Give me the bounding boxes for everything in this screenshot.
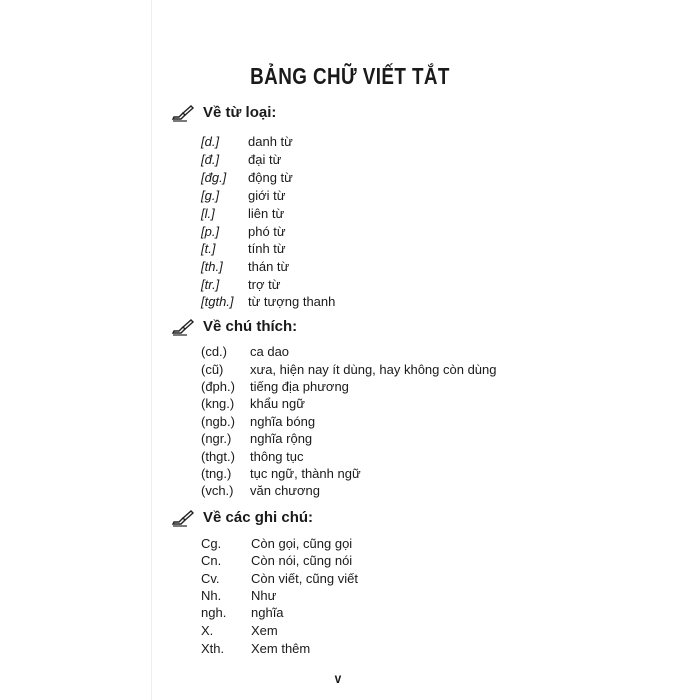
page-title: BẢNG CHỮ VIẾT TẮT (250, 63, 450, 89)
abbr: Xth. (201, 641, 225, 656)
section-heading-word-types (171, 104, 276, 122)
meaning: nghĩa bóng (250, 414, 316, 429)
meaning: nghĩa (251, 605, 284, 620)
list-item (0, 169, 700, 187)
meaning: phó từ (248, 224, 286, 239)
meaning: trợ từ (248, 277, 281, 292)
list-item (0, 604, 700, 622)
meaning: khẩu ngữ (250, 396, 305, 411)
list-item (0, 293, 700, 311)
list-item (0, 258, 700, 276)
abbr: [d.] (201, 134, 220, 149)
abbr: (kng.) (201, 396, 235, 411)
abbr: ngh. (201, 605, 227, 620)
abbr: [th.] (201, 259, 223, 274)
meaning: Xem (251, 623, 278, 638)
list-item (0, 587, 700, 605)
section-heading-label: Về các ghi chú: (203, 509, 314, 526)
list-item (0, 276, 700, 294)
abbr: [tgth.] (201, 294, 234, 309)
meaning: thông tục (250, 449, 304, 464)
meaning: liên từ (248, 206, 285, 221)
abbr: [t.] (201, 241, 216, 256)
list-item (0, 413, 700, 431)
list-item (0, 570, 700, 588)
abbr: X. (201, 623, 214, 638)
meaning: Xem thêm (251, 641, 311, 656)
meaning: đại từ (248, 152, 282, 167)
writing-hand-icon (171, 318, 195, 336)
list-item (0, 552, 700, 570)
list-item (0, 535, 700, 553)
list-item (0, 205, 700, 223)
meaning: giới từ (248, 188, 286, 203)
list-item (0, 187, 700, 205)
list-item (0, 343, 700, 361)
list-item (0, 622, 700, 640)
list-item (0, 640, 700, 658)
meaning: Còn gọi, cũng gọi (251, 536, 353, 551)
section-heading-label: Về chú thích: (203, 318, 298, 335)
abbr: (ngr.) (201, 431, 232, 446)
abbr: (ngb.) (201, 414, 235, 429)
abbr: [g.] (201, 188, 220, 203)
abbr: [đ.] (201, 152, 220, 167)
meaning: văn chương (250, 483, 320, 498)
writing-hand-icon (171, 509, 195, 527)
list-item (0, 361, 700, 379)
meaning: thán từ (248, 259, 290, 274)
abbr: (thgt.) (201, 449, 235, 464)
meaning: tục ngữ, thành ngữ (250, 466, 361, 481)
section-heading-notes (171, 509, 313, 527)
meaning: động từ (248, 170, 293, 185)
list-item (0, 448, 700, 466)
meaning: danh từ (248, 134, 293, 149)
page-number: v (334, 670, 342, 686)
section-heading-annotations (171, 318, 297, 336)
meaning: tính từ (248, 241, 286, 256)
abbr: (tng.) (201, 466, 232, 481)
abbr: (đph.) (201, 379, 235, 394)
meaning: xưa, hiện nay ít dùng, hay không còn dùng (250, 362, 497, 377)
abbr: Cg. (201, 536, 222, 551)
abbr: [tr.] (201, 277, 220, 292)
abbr: [đg.] (201, 170, 227, 185)
meaning: ca dao (250, 344, 290, 359)
list-item (0, 395, 700, 413)
list-item (0, 378, 700, 396)
abbr: Nh. (201, 588, 222, 603)
writing-hand-icon (171, 104, 195, 122)
list-item (0, 223, 700, 241)
abbr: (cũ) (201, 362, 224, 377)
list-item (0, 133, 700, 151)
list-item (0, 151, 700, 169)
list-item (0, 465, 700, 483)
abbr: Cv. (201, 571, 220, 586)
list-item (0, 240, 700, 258)
list-item (0, 430, 700, 448)
meaning: tiếng địa phương (250, 379, 349, 394)
abbr: [l.] (201, 206, 215, 221)
abbr: Cn. (201, 553, 222, 568)
section-heading-label: Về từ loại: (203, 104, 277, 121)
meaning: Còn viết, cũng viết (251, 571, 358, 586)
abbr: [p.] (201, 224, 220, 239)
meaning: nghĩa rộng (250, 431, 313, 446)
meaning: từ tượng thanh (248, 294, 336, 309)
meaning: Như (251, 588, 277, 603)
meaning: Còn nói, cũng nói (251, 553, 353, 568)
abbr: (cd.) (201, 344, 227, 359)
abbr: (vch.) (201, 483, 234, 498)
list-item (0, 482, 700, 500)
